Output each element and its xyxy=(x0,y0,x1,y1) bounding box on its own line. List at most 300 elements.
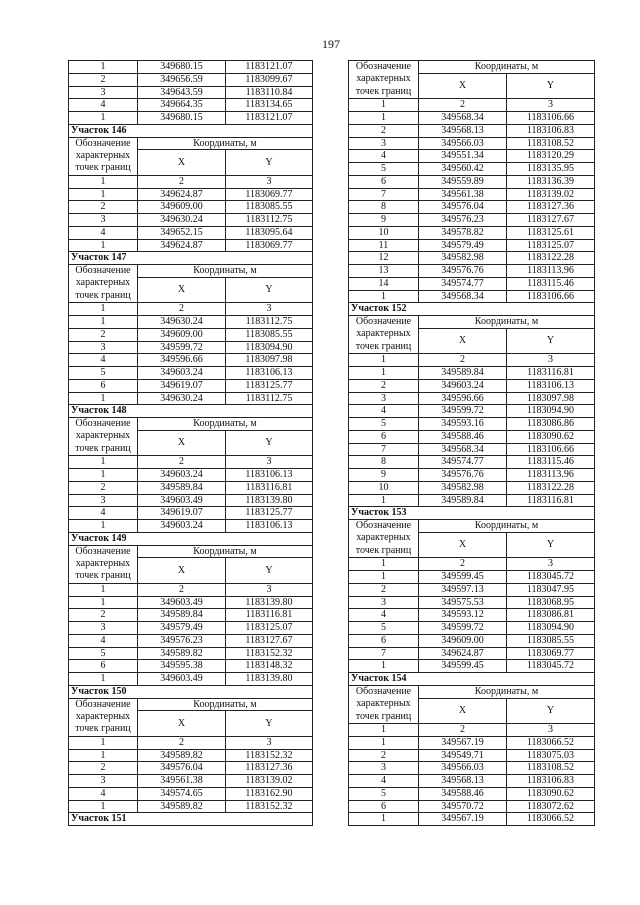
x-coordinate-cell: 349559.89 xyxy=(419,175,507,188)
table-row xyxy=(69,596,313,609)
table-row xyxy=(349,787,595,800)
point-number-cell: 3 xyxy=(349,392,419,405)
y-header: Y xyxy=(507,532,595,558)
y-header: Y xyxy=(507,328,595,354)
column-number-header: 3 xyxy=(226,583,313,596)
table-header-row xyxy=(69,137,313,150)
section-label: Участок 147 xyxy=(69,252,313,265)
column-number-header: 2 xyxy=(138,736,226,749)
column-number-row xyxy=(69,175,313,188)
table-row xyxy=(349,456,595,469)
column-number-header: 1 xyxy=(69,175,138,188)
designation-header: Обозначение характерных точек границ xyxy=(349,316,419,354)
y-coordinate-cell: 1183108.52 xyxy=(507,762,595,775)
x-coordinate-cell: 349566.03 xyxy=(419,137,507,150)
table-row xyxy=(69,787,313,800)
column-number-header: 2 xyxy=(419,99,507,112)
x-coordinate-cell: 349597.13 xyxy=(419,583,507,596)
y-coordinate-cell: 1183120.29 xyxy=(507,150,595,163)
y-header: Y xyxy=(226,430,313,456)
y-coordinate-cell: 1183047.95 xyxy=(507,583,595,596)
y-coordinate-cell: 1183135.95 xyxy=(507,163,595,176)
y-coordinate-cell: 1183125.61 xyxy=(507,226,595,239)
x-coordinate-cell: 349664.35 xyxy=(138,99,226,112)
column-number-row xyxy=(69,456,313,469)
point-number-cell: 6 xyxy=(349,634,419,647)
column-number-header: 1 xyxy=(69,583,138,596)
x-coordinate-cell: 349599.72 xyxy=(419,405,507,418)
x-coordinate-cell: 349574.77 xyxy=(419,277,507,290)
y-coordinate-cell: 1183097.98 xyxy=(507,392,595,405)
y-header: Y xyxy=(507,698,595,724)
y-coordinate-cell: 1183066.52 xyxy=(507,813,595,826)
table-row xyxy=(349,277,595,290)
table-row xyxy=(69,341,313,354)
point-number-cell: 2 xyxy=(349,583,419,596)
y-coordinate-cell: 1183075.03 xyxy=(507,749,595,762)
x-coordinate-cell: 349599.72 xyxy=(138,341,226,354)
column-number-header: 3 xyxy=(226,175,313,188)
y-coordinate-cell: 1183094.90 xyxy=(507,405,595,418)
x-coordinate-cell: 349630.24 xyxy=(138,316,226,329)
y-coordinate-cell: 1183106.83 xyxy=(507,775,595,788)
section-label-row xyxy=(349,303,595,316)
x-header: X xyxy=(138,558,226,584)
x-coordinate-cell: 349599.45 xyxy=(419,660,507,673)
table-row xyxy=(349,430,595,443)
table-row xyxy=(349,188,595,201)
y-coordinate-cell: 1183136.39 xyxy=(507,175,595,188)
point-number-cell: 4 xyxy=(69,226,138,239)
column-number-row xyxy=(349,354,595,367)
y-coordinate-cell: 1183121.07 xyxy=(226,61,313,74)
table-header-row xyxy=(69,545,313,558)
column-number-header: 1 xyxy=(69,456,138,469)
point-number-cell: 1 xyxy=(349,367,419,380)
point-number-cell: 3 xyxy=(69,214,138,227)
point-number-cell: 1 xyxy=(69,749,138,762)
page-number: 197 xyxy=(322,37,340,51)
table-row xyxy=(69,201,313,214)
y-coordinate-cell: 1183121.07 xyxy=(226,112,313,125)
point-number-cell: 10 xyxy=(349,481,419,494)
x-coordinate-cell: 349567.19 xyxy=(419,813,507,826)
column-number-row xyxy=(69,736,313,749)
y-coordinate-cell: 1183113.96 xyxy=(507,265,595,278)
table-row xyxy=(349,379,595,392)
point-number-cell: 5 xyxy=(349,418,419,431)
table-header-row xyxy=(349,520,595,533)
point-number-cell: 9 xyxy=(349,214,419,227)
x-coordinate-cell: 349624.87 xyxy=(419,647,507,660)
point-number-cell: 1 xyxy=(69,239,138,252)
section-label-row xyxy=(349,507,595,520)
table-row xyxy=(349,367,595,380)
left-coordinates-table xyxy=(68,60,313,826)
point-number-cell: 1 xyxy=(349,571,419,584)
point-number-cell: 4 xyxy=(349,775,419,788)
point-number-cell: 4 xyxy=(69,787,138,800)
point-number-cell: 1 xyxy=(69,61,138,74)
y-coordinate-cell: 1183085.55 xyxy=(507,634,595,647)
y-coordinate-cell: 1183139.80 xyxy=(226,673,313,686)
point-number-cell: 4 xyxy=(349,150,419,163)
table-row xyxy=(349,622,595,635)
x-coordinate-cell: 349579.49 xyxy=(138,622,226,635)
x-coordinate-cell: 349567.19 xyxy=(419,736,507,749)
table-row xyxy=(69,316,313,329)
table-row xyxy=(349,137,595,150)
x-coordinate-cell: 349588.46 xyxy=(419,430,507,443)
y-coordinate-cell: 1183116.81 xyxy=(226,609,313,622)
point-number-cell: 4 xyxy=(349,405,419,418)
column-number-row xyxy=(69,303,313,316)
point-number-cell: 2 xyxy=(69,328,138,341)
x-coordinate-cell: 349589.84 xyxy=(138,481,226,494)
table-row xyxy=(69,749,313,762)
y-coordinate-cell: 1183139.02 xyxy=(507,188,595,201)
table-row xyxy=(349,736,595,749)
y-coordinate-cell: 1183108.52 xyxy=(507,137,595,150)
x-coordinate-cell: 349593.12 xyxy=(419,609,507,622)
coordinates-header: Координаты, м xyxy=(138,137,313,150)
x-coordinate-cell: 349549.71 xyxy=(419,749,507,762)
x-coordinate-cell: 349603.24 xyxy=(138,520,226,533)
x-coordinate-cell: 349624.87 xyxy=(138,239,226,252)
y-coordinate-cell: 1183106.83 xyxy=(507,124,595,137)
point-number-cell: 1 xyxy=(69,520,138,533)
table-row xyxy=(69,634,313,647)
y-coordinate-cell: 1183069.77 xyxy=(507,647,595,660)
point-number-cell: 1 xyxy=(349,112,419,125)
y-coordinate-cell: 1183152.32 xyxy=(226,749,313,762)
point-number-cell: 10 xyxy=(349,226,419,239)
coordinates-header: Координаты, м xyxy=(419,685,595,698)
table-row xyxy=(69,226,313,239)
table-row xyxy=(349,418,595,431)
table-row xyxy=(69,354,313,367)
y-coordinate-cell: 1183115.46 xyxy=(507,456,595,469)
table-header-row xyxy=(349,61,595,74)
section-label: Участок 149 xyxy=(69,532,313,545)
x-coordinate-cell: 349576.76 xyxy=(419,469,507,482)
y-coordinate-cell: 1183106.13 xyxy=(507,379,595,392)
table-row xyxy=(349,124,595,137)
table-row xyxy=(69,328,313,341)
column-number-header: 1 xyxy=(69,736,138,749)
x-coordinate-cell: 349570.72 xyxy=(419,800,507,813)
x-coordinate-cell: 349566.03 xyxy=(419,762,507,775)
point-number-cell: 3 xyxy=(69,341,138,354)
table-row xyxy=(69,392,313,405)
x-coordinate-cell: 349576.76 xyxy=(419,265,507,278)
y-coordinate-cell: 1183097.98 xyxy=(226,354,313,367)
y-header: Y xyxy=(226,711,313,737)
point-number-cell: 4 xyxy=(69,354,138,367)
column-number-row xyxy=(349,724,595,737)
table-row xyxy=(349,443,595,456)
x-coordinate-cell: 349589.82 xyxy=(138,800,226,813)
table-row xyxy=(69,520,313,533)
table-row xyxy=(349,494,595,507)
x-coordinate-cell: 349596.66 xyxy=(138,354,226,367)
section-label: Участок 150 xyxy=(69,685,313,698)
section-label: Участок 153 xyxy=(349,507,595,520)
y-coordinate-cell: 1183113.96 xyxy=(507,469,595,482)
table-row xyxy=(349,112,595,125)
table-row xyxy=(349,762,595,775)
table-row xyxy=(349,175,595,188)
column-number-header: 3 xyxy=(226,736,313,749)
point-number-cell: 1 xyxy=(69,596,138,609)
x-header: X xyxy=(138,277,226,303)
point-number-cell: 6 xyxy=(349,800,419,813)
point-number-cell: 1 xyxy=(69,673,138,686)
y-coordinate-cell: 1183069.77 xyxy=(226,239,313,252)
table-row xyxy=(349,265,595,278)
coordinates-header: Координаты, м xyxy=(138,545,313,558)
x-coordinate-cell: 349576.04 xyxy=(138,762,226,775)
section-label-row xyxy=(69,685,313,698)
section-label-row xyxy=(349,673,595,686)
point-number-cell: 8 xyxy=(349,201,419,214)
column-number-header: 1 xyxy=(349,724,419,737)
column-number-header: 3 xyxy=(507,558,595,571)
x-coordinate-cell: 349575.53 xyxy=(419,596,507,609)
point-number-cell: 5 xyxy=(349,787,419,800)
point-number-cell: 3 xyxy=(69,494,138,507)
x-coordinate-cell: 349568.34 xyxy=(419,112,507,125)
designation-header: Обозначение характерных точек границ xyxy=(69,698,138,736)
y-coordinate-cell: 1183127.36 xyxy=(226,762,313,775)
coordinates-header: Координаты, м xyxy=(138,265,313,278)
y-header: Y xyxy=(226,277,313,303)
x-coordinate-cell: 349561.38 xyxy=(138,775,226,788)
x-coordinate-cell: 349568.34 xyxy=(419,290,507,303)
x-coordinate-cell: 349593.16 xyxy=(419,418,507,431)
point-number-cell: 5 xyxy=(349,622,419,635)
y-coordinate-cell: 1183122.28 xyxy=(507,252,595,265)
point-number-cell: 1 xyxy=(349,736,419,749)
right-coordinates-table xyxy=(348,60,595,826)
x-coordinate-cell: 349589.82 xyxy=(138,749,226,762)
x-coordinate-cell: 349576.23 xyxy=(138,634,226,647)
x-header: X xyxy=(138,150,226,176)
y-coordinate-cell: 1183152.32 xyxy=(226,800,313,813)
y-coordinate-cell: 1183139.80 xyxy=(226,494,313,507)
x-coordinate-cell: 349596.66 xyxy=(419,392,507,405)
coordinates-header: Координаты, м xyxy=(419,316,595,329)
y-coordinate-cell: 1183112.75 xyxy=(226,214,313,227)
table-row xyxy=(349,392,595,405)
table-row xyxy=(69,239,313,252)
table-row xyxy=(349,150,595,163)
point-number-cell: 6 xyxy=(69,660,138,673)
x-coordinate-cell: 349656.59 xyxy=(138,73,226,86)
point-number-cell: 3 xyxy=(349,596,419,609)
table-row xyxy=(349,405,595,418)
y-coordinate-cell: 1183085.55 xyxy=(226,328,313,341)
table-row xyxy=(69,379,313,392)
table-row xyxy=(349,749,595,762)
table-row xyxy=(349,290,595,303)
coordinates-header: Координаты, м xyxy=(138,418,313,431)
x-coordinate-cell: 349582.98 xyxy=(419,481,507,494)
x-header: X xyxy=(138,430,226,456)
column-number-header: 3 xyxy=(507,354,595,367)
x-coordinate-cell: 349609.00 xyxy=(419,634,507,647)
point-number-cell: 1 xyxy=(69,800,138,813)
x-coordinate-cell: 349560.42 xyxy=(419,163,507,176)
x-coordinate-cell: 349568.34 xyxy=(419,443,507,456)
designation-header: Обозначение характерных точек границ xyxy=(69,418,138,456)
table-row xyxy=(69,494,313,507)
y-coordinate-cell: 1183069.77 xyxy=(226,188,313,201)
point-number-cell: 3 xyxy=(69,622,138,635)
point-number-cell: 6 xyxy=(69,379,138,392)
x-coordinate-cell: 349619.07 xyxy=(138,507,226,520)
point-number-cell: 8 xyxy=(349,456,419,469)
table-row xyxy=(69,609,313,622)
x-coordinate-cell: 349595.38 xyxy=(138,660,226,673)
x-coordinate-cell: 349589.84 xyxy=(419,367,507,380)
point-number-cell: 1 xyxy=(349,290,419,303)
y-coordinate-cell: 1183094.90 xyxy=(507,622,595,635)
y-coordinate-cell: 1183106.66 xyxy=(507,290,595,303)
y-coordinate-cell: 1183152.32 xyxy=(226,647,313,660)
table-row xyxy=(69,647,313,660)
point-number-cell: 12 xyxy=(349,252,419,265)
point-number-cell: 1 xyxy=(69,188,138,201)
point-number-cell: 2 xyxy=(349,749,419,762)
y-coordinate-cell: 1183106.66 xyxy=(507,443,595,456)
y-coordinate-cell: 1183116.81 xyxy=(226,481,313,494)
y-coordinate-cell: 1183162.90 xyxy=(226,787,313,800)
x-coordinate-cell: 349603.24 xyxy=(138,367,226,380)
table-row xyxy=(349,660,595,673)
y-coordinate-cell: 1183125.77 xyxy=(226,507,313,520)
y-coordinate-cell: 1183127.67 xyxy=(507,214,595,227)
designation-header: Обозначение характерных точек границ xyxy=(69,545,138,583)
point-number-cell: 6 xyxy=(349,175,419,188)
point-number-cell: 1 xyxy=(69,112,138,125)
table-row xyxy=(349,583,595,596)
section-label-row xyxy=(69,124,313,137)
point-number-cell: 2 xyxy=(69,762,138,775)
y-coordinate-cell: 1183094.90 xyxy=(226,341,313,354)
section-label: Участок 154 xyxy=(349,673,595,686)
x-coordinate-cell: 349599.45 xyxy=(419,571,507,584)
designation-header: Обозначение характерных точек границ xyxy=(349,61,419,99)
table-row xyxy=(349,239,595,252)
section-label: Участок 146 xyxy=(69,124,313,137)
y-coordinate-cell: 1183106.66 xyxy=(507,112,595,125)
point-number-cell: 11 xyxy=(349,239,419,252)
coordinates-header: Координаты, м xyxy=(419,61,595,74)
table-header-row xyxy=(69,265,313,278)
table-row xyxy=(69,800,313,813)
point-number-cell: 3 xyxy=(69,86,138,99)
y-coordinate-cell: 1183125.07 xyxy=(226,622,313,635)
point-number-cell: 1 xyxy=(69,469,138,482)
x-coordinate-cell: 349582.98 xyxy=(419,252,507,265)
point-number-cell: 1 xyxy=(349,813,419,826)
table-row xyxy=(349,596,595,609)
column-number-header: 2 xyxy=(419,558,507,571)
point-number-cell: 9 xyxy=(349,469,419,482)
coordinates-header: Координаты, м xyxy=(419,520,595,533)
point-number-cell: 7 xyxy=(349,443,419,456)
point-number-cell: 4 xyxy=(69,634,138,647)
column-number-row xyxy=(349,99,595,112)
table-row xyxy=(69,481,313,494)
table-row xyxy=(69,762,313,775)
point-number-cell: 4 xyxy=(349,609,419,622)
y-coordinate-cell: 1183045.72 xyxy=(507,660,595,673)
x-header: X xyxy=(138,711,226,737)
table-header-row xyxy=(349,316,595,329)
x-coordinate-cell: 349603.49 xyxy=(138,596,226,609)
y-coordinate-cell: 1183125.77 xyxy=(226,379,313,392)
point-number-cell: 1 xyxy=(349,660,419,673)
table-row xyxy=(69,188,313,201)
designation-header: Обозначение характерных точек границ xyxy=(69,265,138,303)
x-coordinate-cell: 349652.15 xyxy=(138,226,226,239)
x-coordinate-cell: 349574.77 xyxy=(419,456,507,469)
table-row xyxy=(349,226,595,239)
point-number-cell: 3 xyxy=(349,762,419,775)
column-number-header: 3 xyxy=(507,99,595,112)
y-coordinate-cell: 1183106.13 xyxy=(226,469,313,482)
x-coordinate-cell: 349619.07 xyxy=(138,379,226,392)
table-row xyxy=(349,201,595,214)
x-coordinate-cell: 349603.24 xyxy=(138,469,226,482)
point-number-cell: 4 xyxy=(69,507,138,520)
y-coordinate-cell: 1183112.75 xyxy=(226,316,313,329)
y-coordinate-cell: 1183045.72 xyxy=(507,571,595,584)
x-header: X xyxy=(419,328,507,354)
y-coordinate-cell: 1183066.52 xyxy=(507,736,595,749)
y-coordinate-cell: 1183086.81 xyxy=(507,609,595,622)
table-row xyxy=(349,252,595,265)
y-coordinate-cell: 1183072.62 xyxy=(507,800,595,813)
point-number-cell: 2 xyxy=(69,73,138,86)
y-header: Y xyxy=(507,73,595,99)
point-number-cell: 14 xyxy=(349,277,419,290)
x-coordinate-cell: 349609.00 xyxy=(138,201,226,214)
x-coordinate-cell: 349589.84 xyxy=(138,609,226,622)
coordinates-header: Координаты, м xyxy=(138,698,313,711)
y-coordinate-cell: 1183090.62 xyxy=(507,430,595,443)
table-row xyxy=(69,367,313,380)
x-coordinate-cell: 349551.34 xyxy=(419,150,507,163)
x-coordinate-cell: 349599.72 xyxy=(419,622,507,635)
table-row xyxy=(349,813,595,826)
table-row xyxy=(349,571,595,584)
x-coordinate-cell: 349578.82 xyxy=(419,226,507,239)
y-coordinate-cell: 1183127.67 xyxy=(226,634,313,647)
x-coordinate-cell: 349589.82 xyxy=(138,647,226,660)
y-coordinate-cell: 1183090.62 xyxy=(507,787,595,800)
y-coordinate-cell: 1183106.13 xyxy=(226,520,313,533)
x-coordinate-cell: 349609.00 xyxy=(138,328,226,341)
table-header-row xyxy=(69,698,313,711)
table-row xyxy=(349,775,595,788)
point-number-cell: 1 xyxy=(69,316,138,329)
point-number-cell: 1 xyxy=(69,392,138,405)
column-number-header: 2 xyxy=(138,303,226,316)
x-header: X xyxy=(419,73,507,99)
